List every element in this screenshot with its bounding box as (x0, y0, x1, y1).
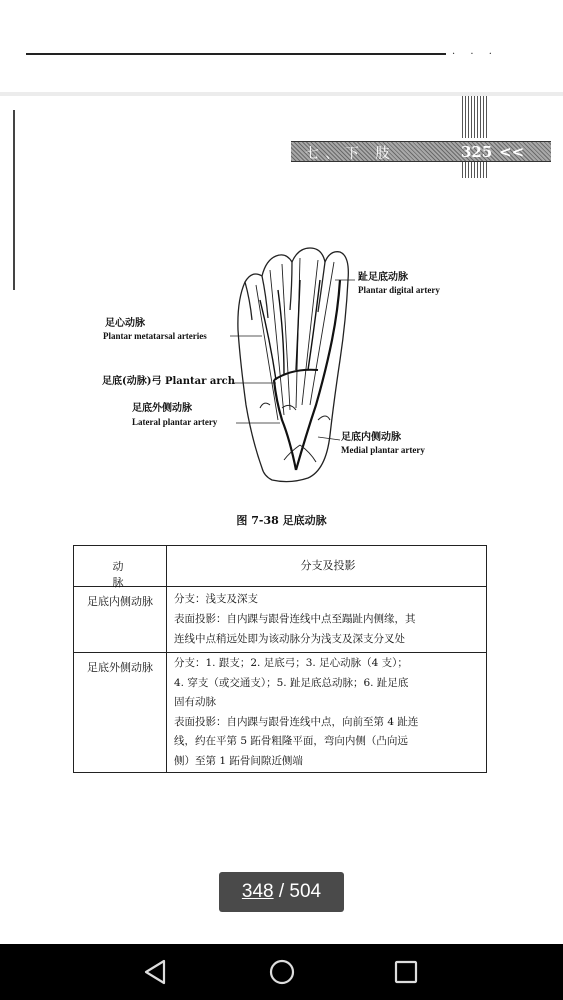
desc-line: 线，约在平第 5 跖骨粗隆平面，弯向内侧（凸向远 (174, 735, 408, 747)
printed-page-number: 325 (461, 143, 493, 161)
artery-table (73, 545, 487, 773)
header-stripes-top (462, 96, 488, 138)
row-name: 足底内侧动脉 (87, 595, 153, 608)
chapter-title: 七、下 肢 (305, 146, 396, 162)
header-arrow: << (499, 143, 525, 161)
previous-page-rule (26, 53, 446, 55)
back-button[interactable] (134, 954, 178, 990)
label-lateral-en: Lateral plantar artery (132, 417, 218, 427)
previous-page-dots: · · · (452, 49, 498, 60)
desc-line: 表面投影：自内踝与跟骨连线中点，向前至第 4 趾连 (174, 715, 419, 728)
navigation-bar (0, 944, 563, 1000)
home-button[interactable] (260, 954, 304, 990)
foot-illustration (0, 240, 563, 510)
label-lateral-zh: 足底外侧动脉 (132, 403, 192, 414)
total-pages: 504 (289, 881, 322, 902)
desc-line: 表面投影：自内踝与跟骨连线中点至蹋趾内侧缘，其 (174, 613, 416, 625)
running-header (291, 141, 551, 162)
row-name: 足底外侧动脉 (87, 661, 153, 674)
label-metatarsal-en: Plantar metatarsal arteries (103, 331, 207, 341)
label-arch: 足底(动脉)弓 Plantar arch (102, 376, 235, 387)
label-medial-zh: 足底内侧动脉 (341, 432, 401, 443)
desc-line: 分支：浅支及深支 (174, 593, 258, 605)
recents-icon (384, 954, 428, 990)
desc-line: 分支：1. 跟支；2. 足底弓；3. 足心动脉（4 支）； (174, 657, 408, 669)
page-separator: / (273, 881, 290, 902)
table-row-lateral (74, 653, 486, 773)
label-digital-en: Plantar digital artery (358, 285, 440, 295)
header-artery: 动 脉 (112, 560, 142, 589)
current-page[interactable]: 348 (241, 881, 274, 902)
previous-page-strip (0, 0, 563, 92)
label-medial-en: Medial plantar artery (341, 445, 425, 455)
figure-caption: 图 7-38 足底动脉 (236, 514, 327, 527)
desc-line: 4. 穿支（或交通支）；5. 趾足底总动脉；6. 趾足底 (174, 676, 409, 689)
home-icon (260, 954, 304, 990)
desc-line: 固有动脉 (174, 696, 216, 708)
label-digital-zh: 趾足底动脉 (358, 272, 408, 283)
back-icon (134, 954, 178, 990)
desc-line: 侧）至第 1 跖骨间隙近侧端 (174, 754, 303, 767)
row-desc (174, 654, 482, 771)
header-stripes-bottom (462, 162, 488, 178)
table-row-medial (74, 587, 486, 653)
page-indicator[interactable] (219, 872, 344, 912)
table-header-row (74, 546, 486, 587)
row-desc (174, 589, 482, 649)
desc-line: 连线中点稍远处即为该动脉分为浅支及深支分叉处 (174, 633, 405, 645)
header-branches: 分支及投影 (300, 559, 356, 572)
recents-button[interactable] (384, 954, 428, 990)
label-metatarsal-zh: 足心动脉 (105, 318, 145, 329)
